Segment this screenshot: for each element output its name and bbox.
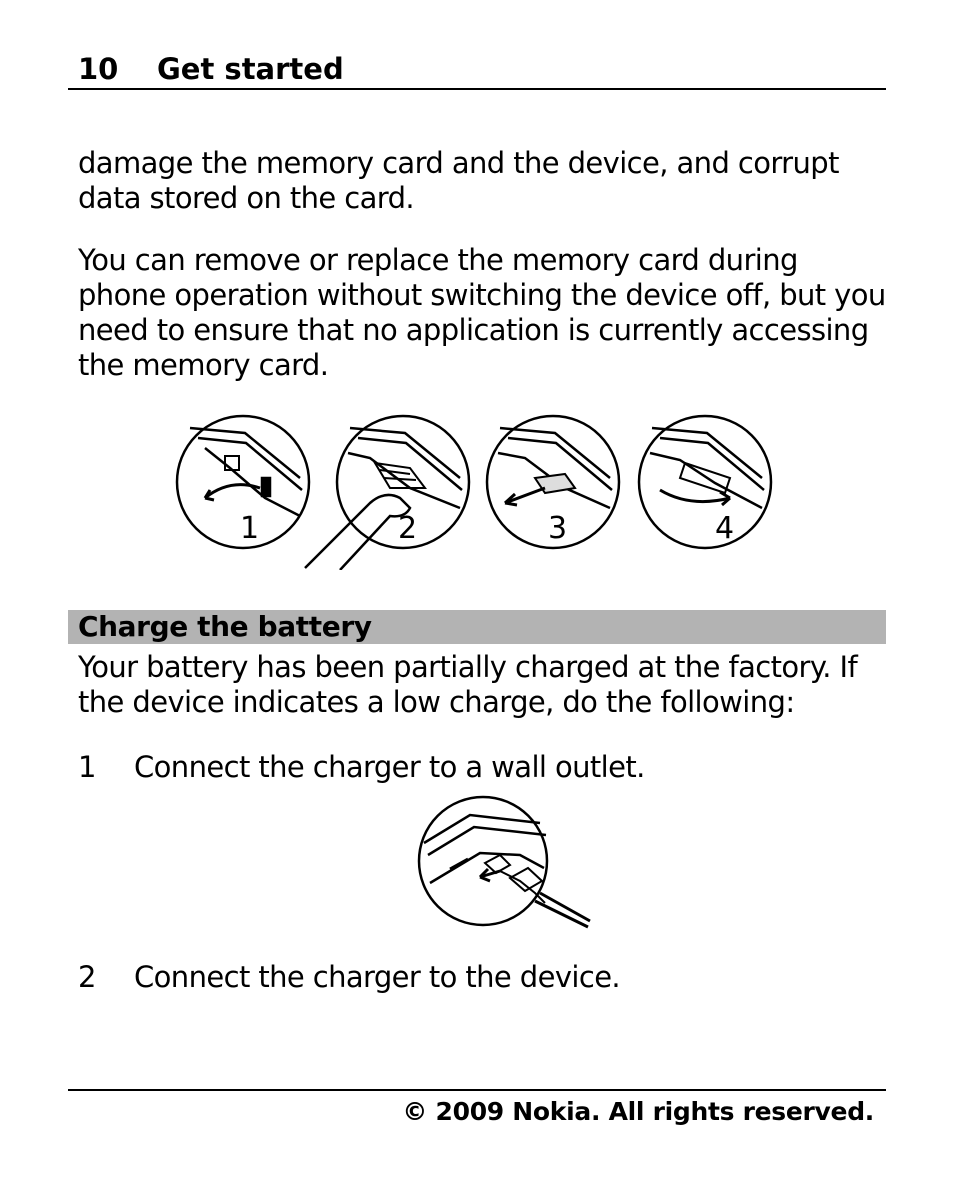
section-title: Get started	[157, 52, 344, 86]
step-number: 2	[78, 960, 96, 994]
memory-card-step-1-illustration	[177, 416, 309, 548]
step-text: Connect the charger to the device.	[134, 960, 621, 994]
memory-card-illustration	[170, 408, 780, 570]
memory-card-step-3-illustration	[487, 416, 619, 548]
step-number: 1	[78, 750, 96, 784]
page-header	[68, 48, 886, 90]
page-number: 10	[78, 52, 119, 86]
paragraph-memory-card-damage: damage the memory card and the device, and corrupt data stored on the card.	[78, 146, 839, 215]
step-2-label: 2	[398, 511, 418, 546]
charge-battery-heading-bar	[68, 610, 886, 644]
step-4-label: 4	[715, 511, 735, 546]
page-footer	[68, 1089, 886, 1126]
step-text: Connect the charger to a wall outlet.	[134, 750, 645, 784]
step-item-1	[78, 750, 888, 785]
step-item-2	[78, 960, 888, 995]
step-3-label: 3	[548, 511, 568, 546]
paragraph-memory-card-hot-swap: You can remove or replace the memory card during phone operation without switching the device off, but you need to ensure that no application is currently accessing the memory card.	[78, 243, 886, 382]
memory-card-step-2-illustration	[305, 416, 469, 570]
copyright-notice: © 2009 Nokia. All rights reserved.	[402, 1097, 874, 1126]
charge-battery-heading: Charge the battery	[78, 610, 372, 643]
memory-card-step-4-illustration	[639, 416, 771, 548]
step-1-label: 1	[240, 511, 260, 546]
charge-battery-intro: Your battery has been partially charged at the factory. If the device indicates a low charge, do the following:	[78, 650, 858, 719]
charger-illustration	[410, 793, 600, 933]
